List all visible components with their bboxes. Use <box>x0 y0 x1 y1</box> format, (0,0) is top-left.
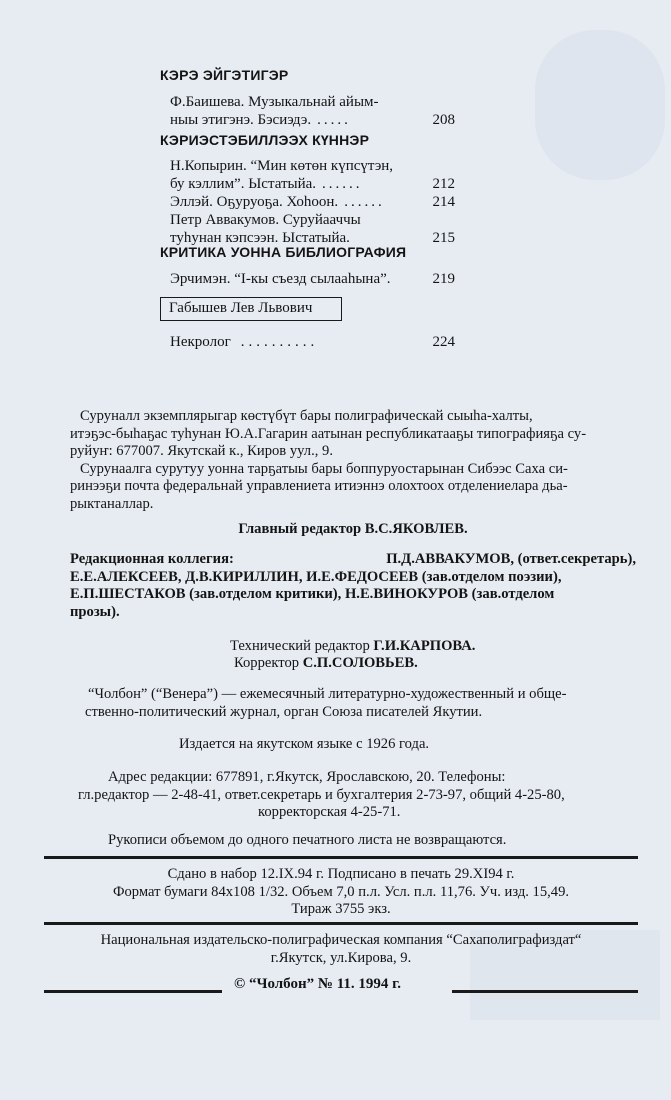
paragraph-line: корректорская 4-25-71. <box>258 804 401 820</box>
toc-entry-line: Н.Копырин. “Мин көтөн күпсүтэн, <box>170 158 394 174</box>
publisher-info <box>44 932 638 967</box>
copyright: © “Чолбон” № 11. 1994 г. <box>234 976 401 992</box>
tech-editor <box>230 638 475 656</box>
tech-editor-label: Технический редактор <box>230 638 370 654</box>
divider-rule <box>44 856 638 859</box>
corrector <box>234 655 418 673</box>
paragraph-line: ственно-политический журнал, орган Союза писателей Якутии. <box>85 703 483 720</box>
toc-page-number: 219 <box>432 271 455 287</box>
chief-editor-label: Главный редактор <box>238 521 362 537</box>
paragraph-line: “Чолбон” (“Венера”) — ежемесячный литературно-художественный и обще- <box>88 686 567 702</box>
tech-editor-name: Г.И.КАРПОВА. <box>373 638 476 654</box>
journal-since: Издается на якутском языке с 1926 года. <box>179 736 430 752</box>
corrector-name: С.П.СОЛОВЬЕВ. <box>302 655 418 671</box>
print-info-line: Сдано в набор 12.IX.94 г. Подписано в печать 29.XI94 г. <box>167 866 515 882</box>
toc-entry-line: ныы этигэнэ. Бэсиэдэ. <box>170 112 312 128</box>
chief-editor <box>70 521 636 539</box>
corrector-label: Корректор <box>234 655 300 671</box>
subscription-paragraph <box>70 408 636 513</box>
toc-page-number: 224 <box>432 334 455 350</box>
divider-rule <box>452 990 638 993</box>
toc-entry-line: Петр Аввакумов. Суруйааччы <box>170 212 361 228</box>
toc-entry-line: туһунан кэпсээн. Ыстатыйа. <box>170 230 350 246</box>
journal-description <box>85 686 566 721</box>
board-label: Редакционная коллегия: <box>70 551 234 567</box>
toc-entry <box>170 270 455 288</box>
section-heading: КРИТИКА УОННА БИБЛИОГРАФИЯ <box>160 244 407 260</box>
toc-page-number: 215 <box>432 230 455 246</box>
board-line: Е.П.ШЕСТАКОВ (зав.отделом критики), Н.Е.ВИНОКУРОВ (зав.отделом <box>70 586 555 602</box>
paragraph-line: гл.редактор — 2-48-41, ответ.секретарь и бухгалтерия 2-73-97, общий 4-25-80, <box>78 786 565 803</box>
chief-editor-name: В.С.ЯКОВЛЕВ. <box>364 521 468 537</box>
toc-dots: .......... <box>240 334 319 350</box>
toc-page-number: 208 <box>432 112 455 128</box>
toc-dots: ...... <box>344 194 385 210</box>
toc-entry-line: Ф.Баишева. Музыкальнай айым- <box>170 94 379 110</box>
obituary-name-box: Габышев Лев Львович <box>160 297 342 321</box>
section-heading: КЭРИЭСТЭБИЛЛЭЭХ КҮННЭР <box>160 132 370 148</box>
paragraph-line: Сурунаалга сурутуу уонна тарҕатыы бары боппуруостарынан Сибээс Саха си- <box>80 460 568 477</box>
divider-rule <box>44 922 638 925</box>
print-info <box>44 866 638 919</box>
toc-entry-line: Эллэй. Оҕуруоҕа. Хоһоон. <box>170 194 339 210</box>
paragraph-line: ринээҕи почта федеральнай управлениета итиэннэ олохтоох отделениелара дьа- <box>70 478 568 494</box>
paragraph-line: рыктаналлар. <box>70 495 154 512</box>
publisher-line: г.Якутск, ул.Кирова, 9. <box>270 949 412 966</box>
paragraph-line: руйуҥ: 677007. Якутскай к., Киров уул., 9. <box>70 443 333 459</box>
print-info-line: Формат бумаги 84х108 1/32. Объем 7,0 п.л. Усл. п.л. 11,76. Уч. изд. 15,49. <box>112 883 570 900</box>
section-heading: КЭРЭ ЭЙГЭТИГЭР <box>160 67 289 83</box>
toc-dots: ..... <box>317 112 351 128</box>
board-line: П.Д.АВВАКУМОВ, (ответ.секретарь), <box>386 551 636 567</box>
toc-entry <box>170 157 455 247</box>
paragraph-line: Адрес редакции: 677891, г.Якутск, Ярославскою, 20. Телефоны: <box>108 769 506 785</box>
manuscripts-note: Рукописи объемом до одного печатного листа не возвращаются. <box>108 832 507 848</box>
toc-entry-line: Некролог <box>170 334 231 350</box>
publisher-line: Национальная издательско-полиграфическая компания “Сахаполиграфиздат“ <box>100 932 582 948</box>
editorial-board <box>70 551 636 621</box>
toc-page-number: 212 <box>432 176 455 192</box>
toc-entry-line: бу кэллим”. Ыстатыйа. <box>170 176 317 192</box>
toc-entry <box>170 93 455 129</box>
show-through-mark-top <box>535 30 665 180</box>
toc-entry-line: Эрчимэн. “I-кы съезд сылааһына”. <box>170 271 391 287</box>
board-line: прозы). <box>70 603 120 620</box>
toc-entry-necrolog <box>170 333 455 351</box>
editorial-address <box>78 769 565 822</box>
board-line: Е.Е.АЛЕКСЕЕВ, Д.В.КИРИЛЛИН, И.Е.ФЕДОСЕЕВ (зав.отделом поэзии), <box>70 568 562 585</box>
toc-dots: ...... <box>322 176 363 192</box>
toc-page-number: 214 <box>432 194 455 210</box>
paragraph-line: Суруналл экземплярыгар көстүбүт бары полиграфическай сыыһа-халты, <box>80 408 533 424</box>
print-info-line: Тираж 3755 экз. <box>291 901 391 917</box>
divider-rule <box>44 990 222 993</box>
paragraph-line: итэҕэс-быһаҕас туһунан Ю.А.Гагарин аатынан республикатааҕы типографияҕа су- <box>70 425 587 442</box>
